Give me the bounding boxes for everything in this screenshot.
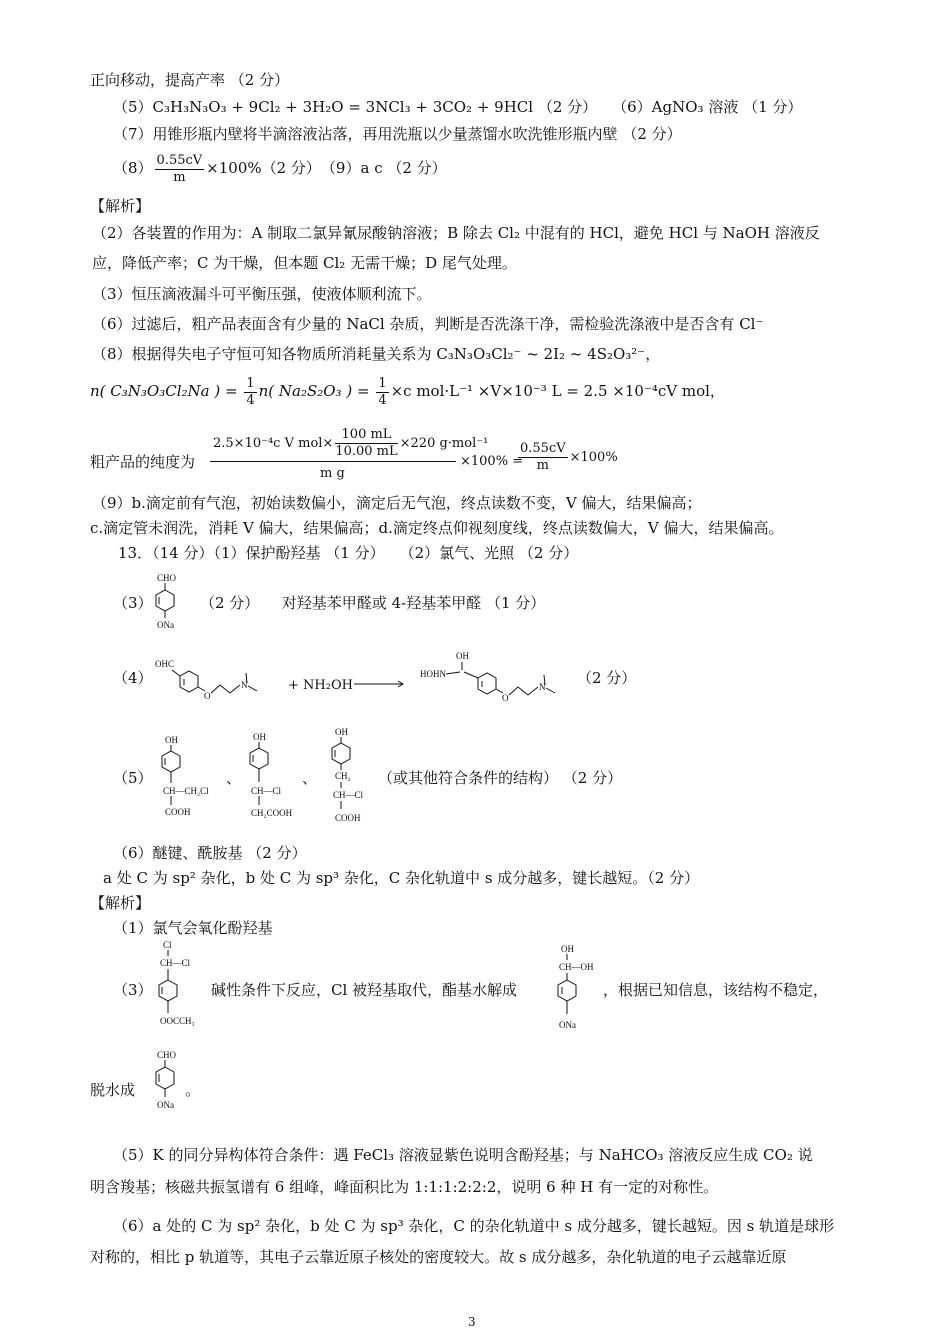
q13-4-label: （4） <box>113 669 153 687</box>
analysis-13-3-text: 碱性条件下反应，Cl 被羟基取代，酯基水解成 <box>211 981 518 999</box>
analysis-13-5-line-2: 明含羧基；核磁共振氢谱有 6 组峰，峰面积比为 1:1:1:2:2:2，说明 6 种 H 有一定的对称性。 <box>90 1178 719 1196</box>
svg-text:O: O <box>204 691 211 701</box>
page-number: 3 <box>468 1315 476 1329</box>
analysis-13-1: （1）氯气会氧化酚羟基 <box>113 919 273 937</box>
separator-1: 、 <box>226 769 242 787</box>
q13-5-label: （5） <box>113 769 153 787</box>
svg-text:CH—Cl: CH—Cl <box>333 790 364 800</box>
analysis-3: （3）恒压滴液漏斗可平衡压强，使液体顺利流下。 <box>92 285 432 303</box>
analysis-heading-2: 【解析】 <box>90 894 151 912</box>
q13-3-label: （3） <box>113 594 153 612</box>
equation-purity-label: 粗产品的纯度为 <box>90 453 196 471</box>
svg-text:O: O <box>502 693 509 703</box>
svg-text:OHC: OHC <box>155 659 175 669</box>
analysis-2-line-2: 应，降低产率；C 为干燥，但本题 Cl₂ 无需干燥；D 尾气处理。 <box>92 254 517 272</box>
svg-text:OH: OH <box>335 727 348 737</box>
svg-text:CH₂: CH₂ <box>335 771 351 781</box>
separator-2: 、 <box>302 769 318 787</box>
svg-text:CH—OH: CH—OH <box>559 962 594 972</box>
svg-text:Cl: Cl <box>163 940 172 950</box>
reaction-arrow <box>354 680 406 688</box>
analysis-heading-1: 【解析】 <box>90 197 151 215</box>
svg-text:CH—Cl: CH—Cl <box>160 958 191 968</box>
q13-4-points: （2 分） <box>577 669 637 687</box>
answer-7: （7）用锥形瓶内壁将半滴溶液沾落，再用洗瓶以少量蒸馏水吹洗锥形瓶内壁 （2 分） <box>113 125 682 143</box>
analysis-13-3-text-2: ，根据已知信息，该结构不稳定， <box>603 981 829 999</box>
analysis-13-3-end: 。 <box>185 1081 201 1099</box>
svg-text:CHO: CHO <box>157 1050 177 1060</box>
analysis-13-3-dehydrate: 脱水成 <box>90 1081 136 1099</box>
structure-dichloromethyl-acetate <box>145 938 215 1038</box>
svg-text:ONa: ONa <box>559 1020 576 1030</box>
answer-5-6: （5）C₃H₃N₃O₃ + 9Cl₂ + 3H₂O = 3NCl₃ + 3CO₂ + 9HCl （2 分） （6）AgNO₃ 溶液 （1 分） <box>113 98 803 116</box>
analysis-13-6-line-1: （6）a 处的 C 为 sp² 杂化，b 处 C 为 sp³ 杂化，C 的杂化轨道中 s 成分越多，键长越短。因 s 轨道是球形 <box>113 1217 835 1235</box>
equation-purity-mid: ×100% = <box>460 454 524 469</box>
svg-text:HOHN: HOHN <box>420 669 446 679</box>
structure-reactant-aldehyde <box>150 655 280 700</box>
svg-text:N: N <box>241 680 248 690</box>
fraction-purity: $\frac{0.55cV}{m}$ <box>156 152 203 185</box>
line-forward-shift: 正向移动，提高产率 （2 分） <box>90 71 290 89</box>
q13-3-answer: （2 分） 对羟基苯甲醛或 4-羟基苯甲醛 （1 分） <box>200 594 546 612</box>
structure-isomer-1 <box>147 733 237 825</box>
svg-text:OH: OH <box>253 732 266 742</box>
equation-purity-result: $\frac{0.55cV}{m}$ ×100% <box>520 440 618 473</box>
analysis-2-line-1: （2）各装置的作用为：A 制取二氯异氰尿酸钠溶液；B 除去 Cl₂ 中混有的 HCl，避免 HCl 与 NaOH 溶液反 <box>92 224 820 242</box>
svg-text:COOH: COOH <box>335 813 361 823</box>
analysis-9-line-2: c.滴定管未润洗，消耗 V 偏大，结果偏高；d.滴定终点仰视刻度线，终点读数偏大，V 偏大，结果偏高。 <box>90 519 784 537</box>
equation-purity-numerator: 2.5×10⁻⁴c V mol× $\frac{100 mL}{10.00 mL}$ ×220 g·mol⁻¹ <box>213 427 489 459</box>
equation-moles: n( C₃N₃O₃Cl₂Na ) = $\frac{1}{4}$ n( Na₂S₂O₃ ) = $\frac{1}{4}$ ×c mol·L⁻¹ ×V×10⁻³ L = 2.5 ×10⁻⁴cV mol， <box>90 375 725 408</box>
reagent-hydroxylamine: + NH₂OH <box>288 678 353 693</box>
analysis-8: （8）根据得失电子守恒可知各物质所消耗量关系为 C₃N₃O₃Cl₂⁻ ~ 2I₂ ~ 4S₂O₃²⁻， <box>92 345 661 363</box>
svg-text:CHO: CHO <box>157 573 177 583</box>
analysis-9-line-1: （9）b.滴定前有气泡，初始读数偏小，滴定后无气泡，终点读数不变，V 偏大，结果偏高； <box>92 494 702 512</box>
svg-text:CH—CH₂Cl: CH—CH₂Cl <box>163 786 209 796</box>
svg-text:ONa: ONa <box>157 1100 174 1110</box>
svg-text:OH: OH <box>456 651 469 661</box>
equation-purity-denominator: m g <box>320 466 345 481</box>
analysis-13-5-line-1: （5）K 的同分异构体符合条件：遇 FeCl₃ 溶液显紫色说明含酚羟基；与 NaHCO₃ 溶液反应生成 CO₂ 说 <box>113 1146 813 1164</box>
svg-text:COOH: COOH <box>165 807 191 817</box>
q13-6-answer: （6）醚键、酰胺基 （2 分） <box>113 844 307 862</box>
analysis-13-6-line-2: 对称的，相比 p 轨道等，其电子云靠近原子核处的密度较大。故 s 成分越多，杂化轨道的电子云越靠近原 <box>90 1248 787 1266</box>
analysis-13-3-label: （3） <box>113 981 153 999</box>
svg-text:OH: OH <box>165 735 178 745</box>
svg-text:CH₂COOH: CH₂COOH <box>251 808 293 818</box>
answer-8-9: （8） $\frac{0.55cV}{m}$ ×100%（2 分） （9）a c （2 分） <box>113 152 447 185</box>
q13-6-explanation: a 处 C 为 sp² 杂化，b 处 C 为 sp³ 杂化，C 杂化轨道中 s 成分越多，键长越短。（2 分） <box>103 869 700 887</box>
question-13-answers: 13．（14 分）（1）保护酚羟基 （1 分） （2）氯气、光照 （2 分） <box>118 544 579 562</box>
equation-fraction-bar <box>210 461 456 462</box>
analysis-6: （6）过滤后，粗产品表面含有少量的 NaCl 杂质，判断是否洗涤干净，需检验洗涤液中是否含有 Cl⁻ <box>92 315 764 333</box>
svg-text:OOCCH₃: OOCCH₃ <box>160 1016 195 1026</box>
structure-isomer-3 <box>323 725 383 830</box>
svg-text:CH—Cl: CH—Cl <box>251 786 282 796</box>
svg-text:N: N <box>539 682 546 692</box>
svg-text:OH: OH <box>561 944 574 954</box>
structure-product-hydroxyamino <box>420 645 570 703</box>
structure-4-formyl-phenoxide-2 <box>145 1044 195 1114</box>
svg-text:ONa: ONa <box>157 620 174 630</box>
q13-5-note: （或其他符合条件的结构） （2 分） <box>378 769 623 787</box>
structure-4-formyl-phenoxide <box>145 572 195 634</box>
